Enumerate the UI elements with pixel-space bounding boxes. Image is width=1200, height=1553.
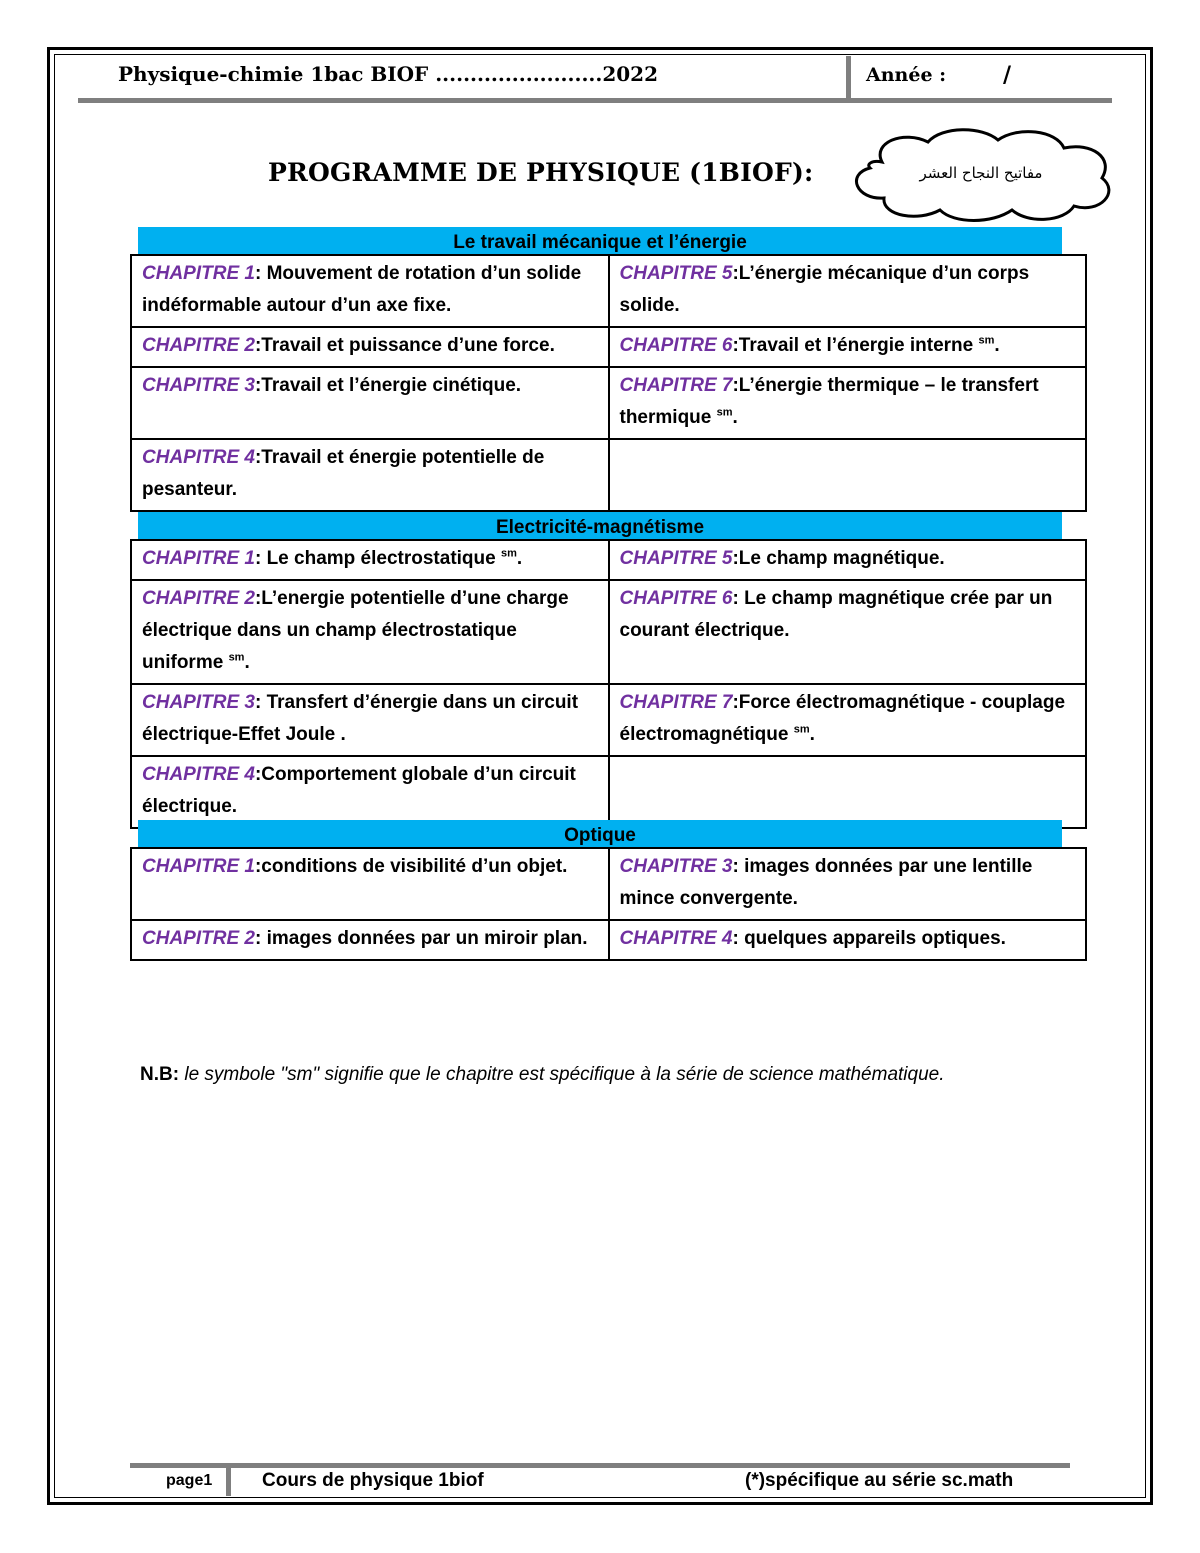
section-title: Electricité-magnétisme bbox=[138, 512, 1062, 541]
table-row bbox=[131, 756, 1086, 828]
chapter-label: CHAPITRE 5 bbox=[619, 548, 733, 569]
chapter-title: : Le champ électrostatique bbox=[254, 548, 501, 569]
header-rule bbox=[78, 98, 1112, 103]
chapter-label: CHAPITRE 4 bbox=[142, 764, 255, 785]
chapter-title: :Travail et énergie potentielle de pesanteur. bbox=[142, 447, 545, 500]
chapter-cell bbox=[609, 684, 1087, 756]
footer-course: Cours de physique 1biof bbox=[262, 1470, 484, 1491]
note-label: N.B: bbox=[140, 1064, 180, 1085]
chapter-label: CHAPITRE 3 bbox=[619, 856, 733, 877]
chapter-cell bbox=[609, 255, 1087, 327]
sm-marker: sm bbox=[793, 723, 810, 736]
chapter-cell bbox=[131, 540, 609, 580]
chapter-label: CHAPITRE 7 bbox=[619, 375, 733, 396]
footer-rule bbox=[130, 1463, 1070, 1468]
chapter-cell bbox=[131, 848, 609, 920]
chapter-cell bbox=[131, 756, 609, 828]
chapter-label: CHAPITRE 4 bbox=[619, 928, 733, 949]
section-1 bbox=[130, 227, 1087, 512]
chapter-title: : Mouvement de rotation d’un solide indéformable autour d’un axe fixe. bbox=[142, 263, 582, 316]
chapter-label: CHAPITRE 7 bbox=[619, 692, 733, 713]
note-text: le symbole "sm" signifie que le chapitre est spécifique à la série de science mathématique. bbox=[179, 1064, 945, 1085]
chapter-title: :Le champ magnétique. bbox=[732, 548, 945, 569]
chapter-title: :conditions de visibilité d’un objet. bbox=[254, 856, 568, 877]
chapter-label: CHAPITRE 4 bbox=[142, 447, 255, 468]
chapter-cell bbox=[609, 756, 1087, 828]
table-row bbox=[131, 920, 1086, 960]
header-annee-slash: / bbox=[1003, 62, 1012, 88]
chapter-title-end: . bbox=[732, 407, 738, 428]
chapter-cell bbox=[609, 367, 1087, 439]
table-row bbox=[131, 367, 1086, 439]
chapter-label: CHAPITRE 1 bbox=[142, 548, 255, 569]
sm-marker: sm bbox=[716, 406, 733, 419]
chapter-label: CHAPITRE 1 bbox=[142, 263, 255, 284]
sm-marker: sm bbox=[228, 651, 245, 664]
section-2 bbox=[130, 512, 1087, 829]
chapter-cell bbox=[609, 327, 1087, 367]
chapter-label: CHAPITRE 1 bbox=[142, 856, 255, 877]
chapter-title-end: . bbox=[516, 548, 523, 569]
chapter-cell bbox=[131, 327, 609, 367]
table-row bbox=[131, 540, 1086, 580]
chapter-label: CHAPITRE 3 bbox=[142, 692, 255, 713]
chapter-cell bbox=[609, 540, 1087, 580]
header-title: Physique-chimie 1bac BIOF ........................2022 bbox=[118, 62, 658, 86]
chapter-cell bbox=[609, 580, 1087, 684]
chapter-table bbox=[130, 847, 1087, 961]
chapter-cell bbox=[131, 367, 609, 439]
chapter-cell bbox=[609, 920, 1087, 960]
chapter-title: :L’énergie mécanique d’un corps solide. bbox=[619, 263, 1030, 316]
footer-separator bbox=[226, 1466, 231, 1496]
chapter-cell bbox=[609, 848, 1087, 920]
section-title: Optique bbox=[138, 820, 1062, 849]
sm-marker: sm bbox=[500, 547, 517, 560]
chapter-cell bbox=[131, 920, 609, 960]
footer-specific-note: (*)spécifique au série sc.math bbox=[745, 1470, 1014, 1491]
chapter-title: :L’energie potentielle d’une charge électrique dans un champ électrostatique uniforme bbox=[142, 588, 569, 673]
chapter-cell bbox=[131, 255, 609, 327]
chapter-title-end: . bbox=[809, 724, 815, 745]
header-annee-label: Année : bbox=[866, 64, 947, 86]
chapter-title: :Force électromagnétique - couplage électromagnétique bbox=[619, 692, 1066, 745]
table-row bbox=[131, 255, 1086, 327]
footer-page-number: page1 bbox=[166, 1472, 213, 1489]
chapter-label: CHAPITRE 6 bbox=[619, 335, 733, 356]
chapter-cell bbox=[609, 439, 1087, 511]
chapter-title-end: . bbox=[244, 652, 250, 673]
chapter-table bbox=[130, 539, 1087, 829]
table-row bbox=[131, 848, 1086, 920]
note bbox=[140, 1064, 945, 1086]
section-3 bbox=[130, 820, 1087, 961]
chapter-title: : quelques appareils optiques. bbox=[732, 928, 1006, 949]
section-title: Le travail mécanique et l’énergie bbox=[138, 227, 1062, 256]
chapter-label: CHAPITRE 6 bbox=[619, 588, 733, 609]
chapter-title: :Travail et l’énergie interne bbox=[732, 335, 979, 356]
chapter-title: : images données par une lentille mince convergente. bbox=[619, 856, 1033, 909]
chapter-table bbox=[130, 254, 1087, 512]
chapter-title: : Le champ magnétique crée par un courant électrique. bbox=[619, 588, 1053, 641]
table-row bbox=[131, 439, 1086, 511]
chapter-title: : images données par un miroir plan. bbox=[254, 928, 588, 949]
chapter-title: :L’énergie thermique – le transfert thermique bbox=[619, 375, 1039, 428]
chapter-cell bbox=[131, 684, 609, 756]
sm-marker: sm bbox=[978, 334, 995, 347]
chapter-title: :Travail et l’énergie cinétique. bbox=[254, 375, 522, 396]
chapter-title: : Transfert d’énergie dans un circuit électrique-Effet Joule . bbox=[142, 692, 579, 745]
chapter-cell bbox=[131, 580, 609, 684]
table-row bbox=[131, 327, 1086, 367]
header-separator bbox=[846, 56, 851, 102]
chapter-label: CHAPITRE 2 bbox=[142, 588, 255, 609]
chapter-label: CHAPITRE 2 bbox=[142, 335, 255, 356]
chapter-title: :Comportement globale d’un circuit électrique. bbox=[142, 764, 576, 817]
chapter-title-end: . bbox=[994, 335, 1000, 356]
table-row bbox=[131, 580, 1086, 684]
chapter-label: CHAPITRE 5 bbox=[619, 263, 733, 284]
chapter-label: CHAPITRE 3 bbox=[142, 375, 255, 396]
program-title: PROGRAMME DE PHYSIQUE (1BIOF): bbox=[268, 158, 814, 187]
table-row bbox=[131, 684, 1086, 756]
chapter-title: :Travail et puissance d’une force. bbox=[254, 335, 555, 356]
chapter-label: CHAPITRE 2 bbox=[142, 928, 255, 949]
chapter-cell bbox=[131, 439, 609, 511]
cloud-text: مفاتيح النجاح العشر bbox=[919, 164, 1043, 182]
